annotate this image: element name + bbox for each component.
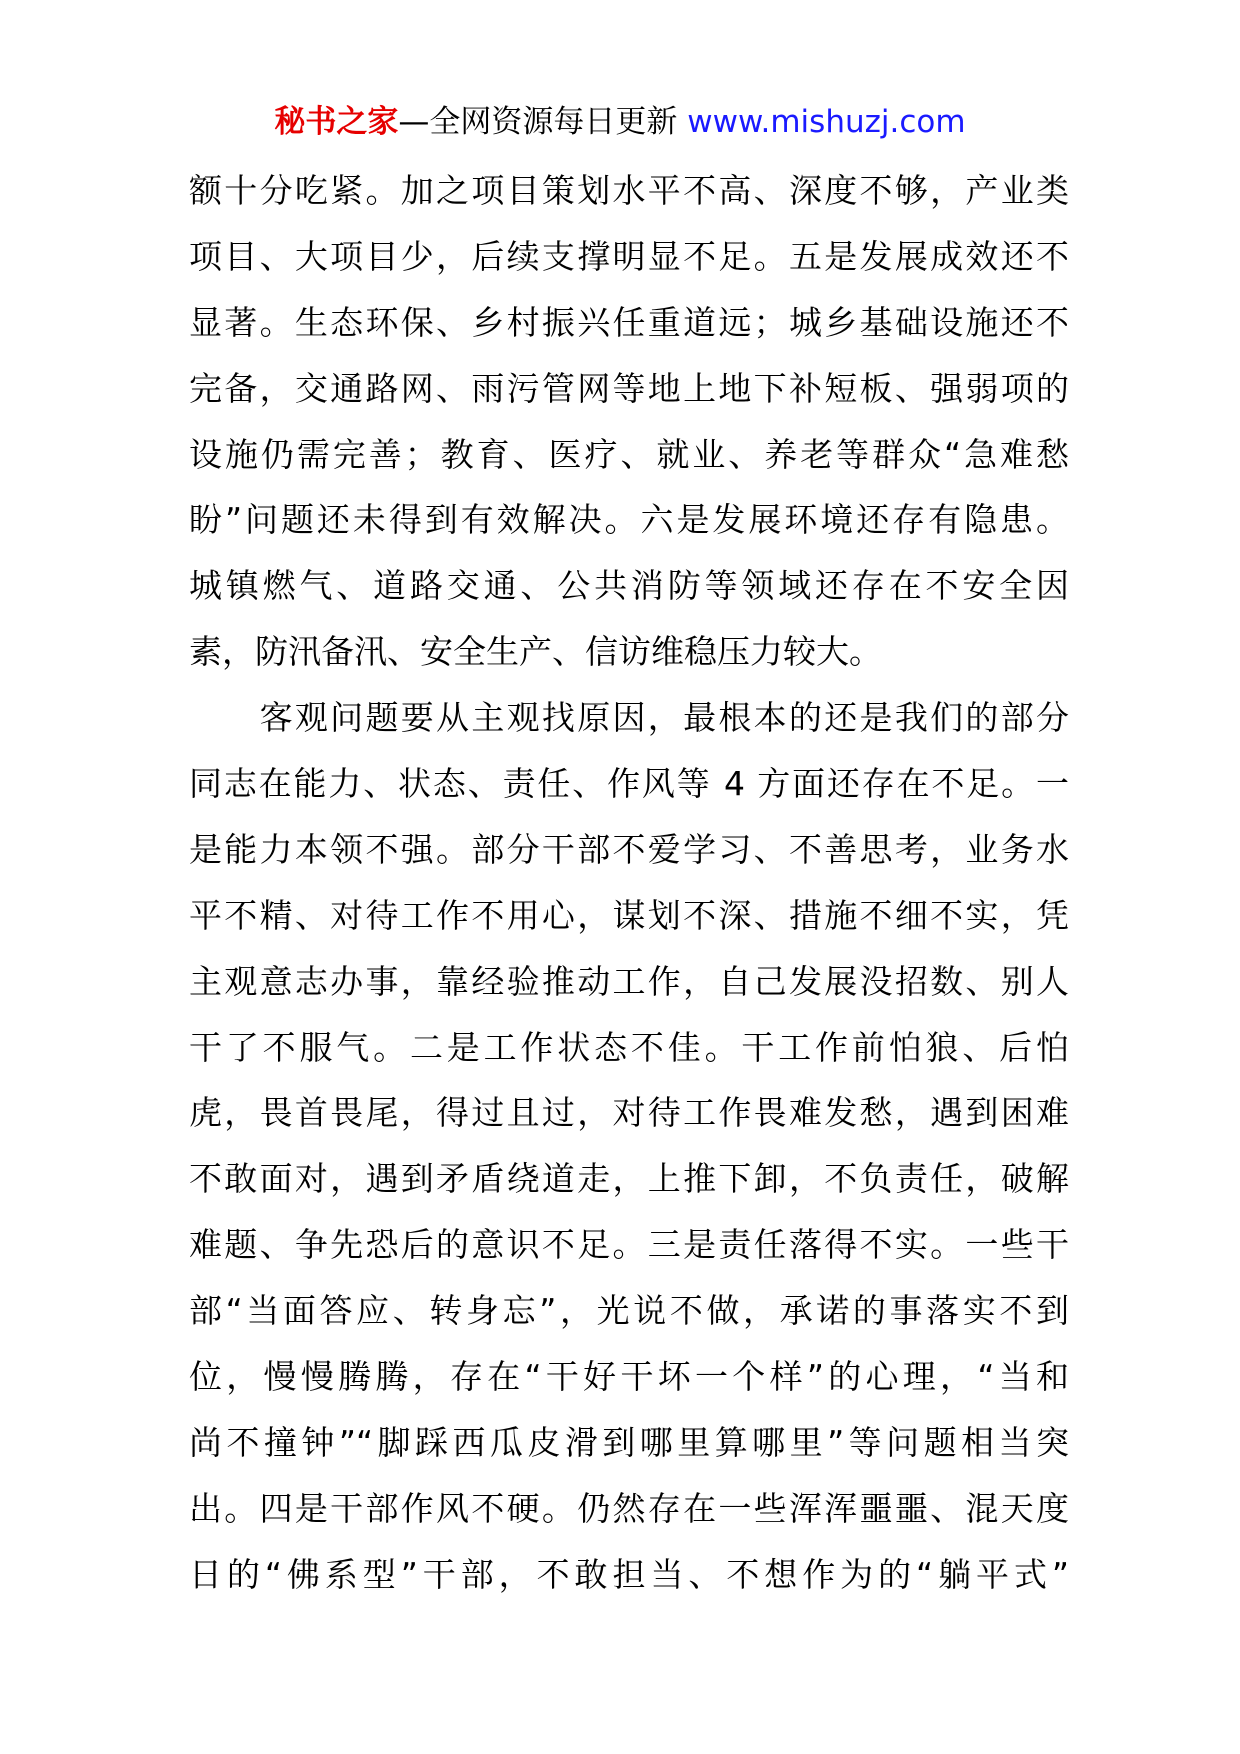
site-url[interactable]: www.mishuzj.com [687,104,966,140]
page-header [0,100,1240,144]
text-line: 难题、争先恐后的意识不足。三是责任落得不实。一些干 [189,1225,1069,1265]
text-line: 同志在能力、状态、责任、作风等 4 方面还存在不足。一 [189,764,1069,804]
brand-name: 秘书之家 [274,104,399,140]
text-line: 不敢面对，遇到矛盾绕道走，上推下卸，不负责任，破解 [189,1159,1069,1199]
text-line: 素，防汛备汛、安全生产、信访维稳压力较大。 [189,632,882,672]
text-line: 出。四是干部作风不硬。仍然存在一些浑浑噩噩、混天度 [189,1488,1069,1528]
text-line: 虎，畏首畏尾，得过且过，对待工作畏难发愁，遇到困难 [189,1093,1069,1133]
text-line: 设施仍需完善；教育、医疗、就业、养老等群众“急难愁 [189,434,1069,474]
text-line: 客观问题要从主观找原因，最根本的还是我们的部分 [189,698,1069,738]
text-line: 是能力本领不强。部分干部不爱学习、不善思考，业务水 [189,829,1069,869]
text-line: 主观意志办事，靠经验推动工作，自己发展没招数、别人 [189,961,1069,1001]
text-line: 城镇燃气、道路交通、公共消防等领域还存在不安全因 [189,566,1069,606]
text-line: 额十分吃紧。加之项目策划水平不高、深度不够，产业类 [189,171,1069,210]
text-line: 项目、大项目少，后续支撑明显不足。五是发展成效还不 [189,236,1069,276]
text-line: 位，慢慢腾腾，存在“干好干坏一个样”的心理，“当和 [189,1357,1069,1397]
text-line: 部“当面答应、转身忘”，光说不做，承诺的事落实不到 [189,1291,1069,1331]
text-line: 平不精、对待工作不用心，谋划不深、措施不细不实，凭 [189,895,1069,935]
text-line: 显著。生态环保、乡村振兴任重道远；城乡基础设施还不 [189,302,1069,342]
text-line: 干了不服气。二是工作状态不佳。干工作前怕狼、后怕 [189,1027,1069,1067]
text-line: 盼”问题还未得到有效解决。六是发展环境还存有隐患。 [189,500,1069,540]
text-line: 日的“佛系型”干部，不敢担当、不想作为的“躺平式” [189,1554,1069,1594]
header-tagline: —全网资源每日更新 [398,104,688,140]
text-line: 完备，交通路网、雨污管网等地上地下补短板、强弱项的 [189,368,1069,408]
text-line: 尚不撞钟”“脚踩西瓜皮滑到哪里算哪里”等问题相当突 [189,1422,1069,1462]
document-body [189,158,1069,1608]
